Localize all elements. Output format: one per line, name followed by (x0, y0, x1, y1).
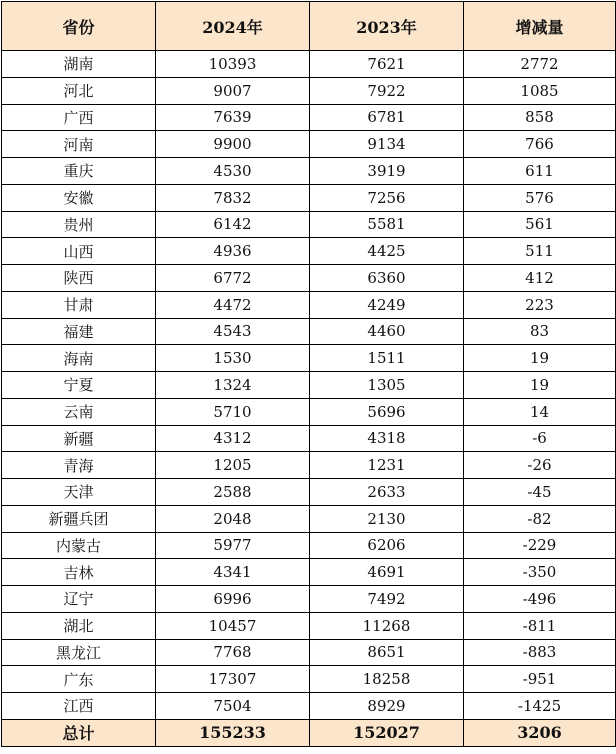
header-2023: 2023年 (310, 2, 464, 51)
cell-2023: 9134 (310, 131, 464, 158)
header-2024: 2024年 (156, 2, 310, 51)
cell-2023: 8929 (310, 693, 464, 720)
cell-2024: 7504 (156, 693, 310, 720)
cell-change: 766 (464, 131, 616, 158)
cell-2024: 4936 (156, 238, 310, 265)
cell-2023: 7621 (310, 51, 464, 78)
table-row (2, 291, 616, 318)
table-row (2, 586, 616, 613)
cell-change: 223 (464, 291, 616, 318)
cell-province: 福建 (2, 318, 156, 345)
cell-province: 新疆兵团 (2, 505, 156, 532)
table-row (2, 131, 616, 158)
header-province: 省份 (2, 2, 156, 51)
cell-2024: 1530 (156, 345, 310, 372)
cell-province: 陕西 (2, 265, 156, 292)
cell-province: 黑龙江 (2, 639, 156, 666)
cell-change: 611 (464, 158, 616, 185)
cell-2024: 7639 (156, 104, 310, 131)
cell-2023: 4318 (310, 425, 464, 452)
cell-change: 83 (464, 318, 616, 345)
cell-province: 天津 (2, 479, 156, 506)
table-row (2, 372, 616, 399)
cell-province: 海南 (2, 345, 156, 372)
table-row (2, 265, 616, 292)
cell-change: 412 (464, 265, 616, 292)
cell-2023: 7922 (310, 77, 464, 104)
table-row (2, 238, 616, 265)
cell-province: 贵州 (2, 211, 156, 238)
cell-province: 辽宁 (2, 586, 156, 613)
header-row (2, 2, 616, 51)
cell-province: 宁夏 (2, 372, 156, 399)
cell-change: -229 (464, 532, 616, 559)
table-row (2, 318, 616, 345)
cell-province: 湖南 (2, 51, 156, 78)
cell-province: 湖北 (2, 612, 156, 639)
cell-2024: 10393 (156, 51, 310, 78)
cell-change: -1425 (464, 693, 616, 720)
cell-2024: 9007 (156, 77, 310, 104)
cell-2023: 1511 (310, 345, 464, 372)
cell-province: 广东 (2, 666, 156, 693)
cell-2024: 2048 (156, 505, 310, 532)
table-row (2, 639, 616, 666)
cell-2024: 17307 (156, 666, 310, 693)
cell-province: 新疆 (2, 425, 156, 452)
cell-2024: 5977 (156, 532, 310, 559)
cell-2023: 7492 (310, 586, 464, 613)
cell-2023: 4425 (310, 238, 464, 265)
table-row (2, 612, 616, 639)
cell-change: 561 (464, 211, 616, 238)
cell-province: 河南 (2, 131, 156, 158)
province-comparison-table (1, 1, 616, 747)
table-row (2, 559, 616, 586)
cell-province: 重庆 (2, 158, 156, 185)
cell-change: 1085 (464, 77, 616, 104)
table-row (2, 398, 616, 425)
cell-2024: 6996 (156, 586, 310, 613)
table-row (2, 505, 616, 532)
table-row (2, 693, 616, 720)
table-row (2, 104, 616, 131)
cell-2023: 4460 (310, 318, 464, 345)
cell-change: -951 (464, 666, 616, 693)
cell-2023: 11268 (310, 612, 464, 639)
cell-2024: 10457 (156, 612, 310, 639)
table-row (2, 345, 616, 372)
table-row (2, 184, 616, 211)
cell-change: -496 (464, 586, 616, 613)
cell-2023: 6206 (310, 532, 464, 559)
table-row (2, 452, 616, 479)
cell-province: 内蒙古 (2, 532, 156, 559)
cell-2024: 5710 (156, 398, 310, 425)
cell-province: 云南 (2, 398, 156, 425)
cell-change: -811 (464, 612, 616, 639)
cell-2023: 4249 (310, 291, 464, 318)
cell-change: 576 (464, 184, 616, 211)
cell-2023: 2130 (310, 505, 464, 532)
cell-2024: 4472 (156, 291, 310, 318)
table-row (2, 158, 616, 185)
cell-2024: 6142 (156, 211, 310, 238)
cell-2023: 7256 (310, 184, 464, 211)
cell-change: 19 (464, 345, 616, 372)
cell-2023: 5581 (310, 211, 464, 238)
total-label: 总计 (2, 719, 156, 746)
table-row (2, 666, 616, 693)
cell-change: 2772 (464, 51, 616, 78)
cell-change: 14 (464, 398, 616, 425)
header-change: 增减量 (464, 2, 616, 51)
cell-province: 吉林 (2, 559, 156, 586)
cell-2024: 4530 (156, 158, 310, 185)
cell-2023: 3919 (310, 158, 464, 185)
cell-change: -883 (464, 639, 616, 666)
cell-province: 河北 (2, 77, 156, 104)
cell-change: -26 (464, 452, 616, 479)
cell-province: 山西 (2, 238, 156, 265)
cell-change: -45 (464, 479, 616, 506)
cell-2023: 6781 (310, 104, 464, 131)
table-row (2, 532, 616, 559)
cell-2024: 4312 (156, 425, 310, 452)
cell-province: 江西 (2, 693, 156, 720)
cell-2024: 2588 (156, 479, 310, 506)
total-change: 3206 (464, 719, 616, 746)
cell-2024: 9900 (156, 131, 310, 158)
cell-2023: 5696 (310, 398, 464, 425)
cell-2023: 1231 (310, 452, 464, 479)
total-row (2, 719, 616, 746)
cell-2024: 6772 (156, 265, 310, 292)
cell-province: 甘肃 (2, 291, 156, 318)
cell-2023: 4691 (310, 559, 464, 586)
table-header (2, 2, 616, 51)
cell-2024: 4341 (156, 559, 310, 586)
cell-change: -6 (464, 425, 616, 452)
table-row (2, 479, 616, 506)
cell-2024: 1205 (156, 452, 310, 479)
cell-2024: 4543 (156, 318, 310, 345)
cell-2023: 1305 (310, 372, 464, 399)
total-2023: 152027 (310, 719, 464, 746)
table-row (2, 77, 616, 104)
cell-province: 青海 (2, 452, 156, 479)
cell-2023: 6360 (310, 265, 464, 292)
cell-province: 安徽 (2, 184, 156, 211)
table-row (2, 211, 616, 238)
cell-change: 858 (464, 104, 616, 131)
table-row (2, 51, 616, 78)
table-footer (2, 719, 616, 746)
table-body (2, 51, 616, 720)
cell-2023: 2633 (310, 479, 464, 506)
cell-change: 19 (464, 372, 616, 399)
cell-2023: 8651 (310, 639, 464, 666)
cell-2024: 7832 (156, 184, 310, 211)
cell-change: 511 (464, 238, 616, 265)
cell-2023: 18258 (310, 666, 464, 693)
cell-province: 广西 (2, 104, 156, 131)
cell-change: -350 (464, 559, 616, 586)
cell-change: -82 (464, 505, 616, 532)
cell-2024: 1324 (156, 372, 310, 399)
cell-2024: 7768 (156, 639, 310, 666)
total-2024: 155233 (156, 719, 310, 746)
table-row (2, 425, 616, 452)
